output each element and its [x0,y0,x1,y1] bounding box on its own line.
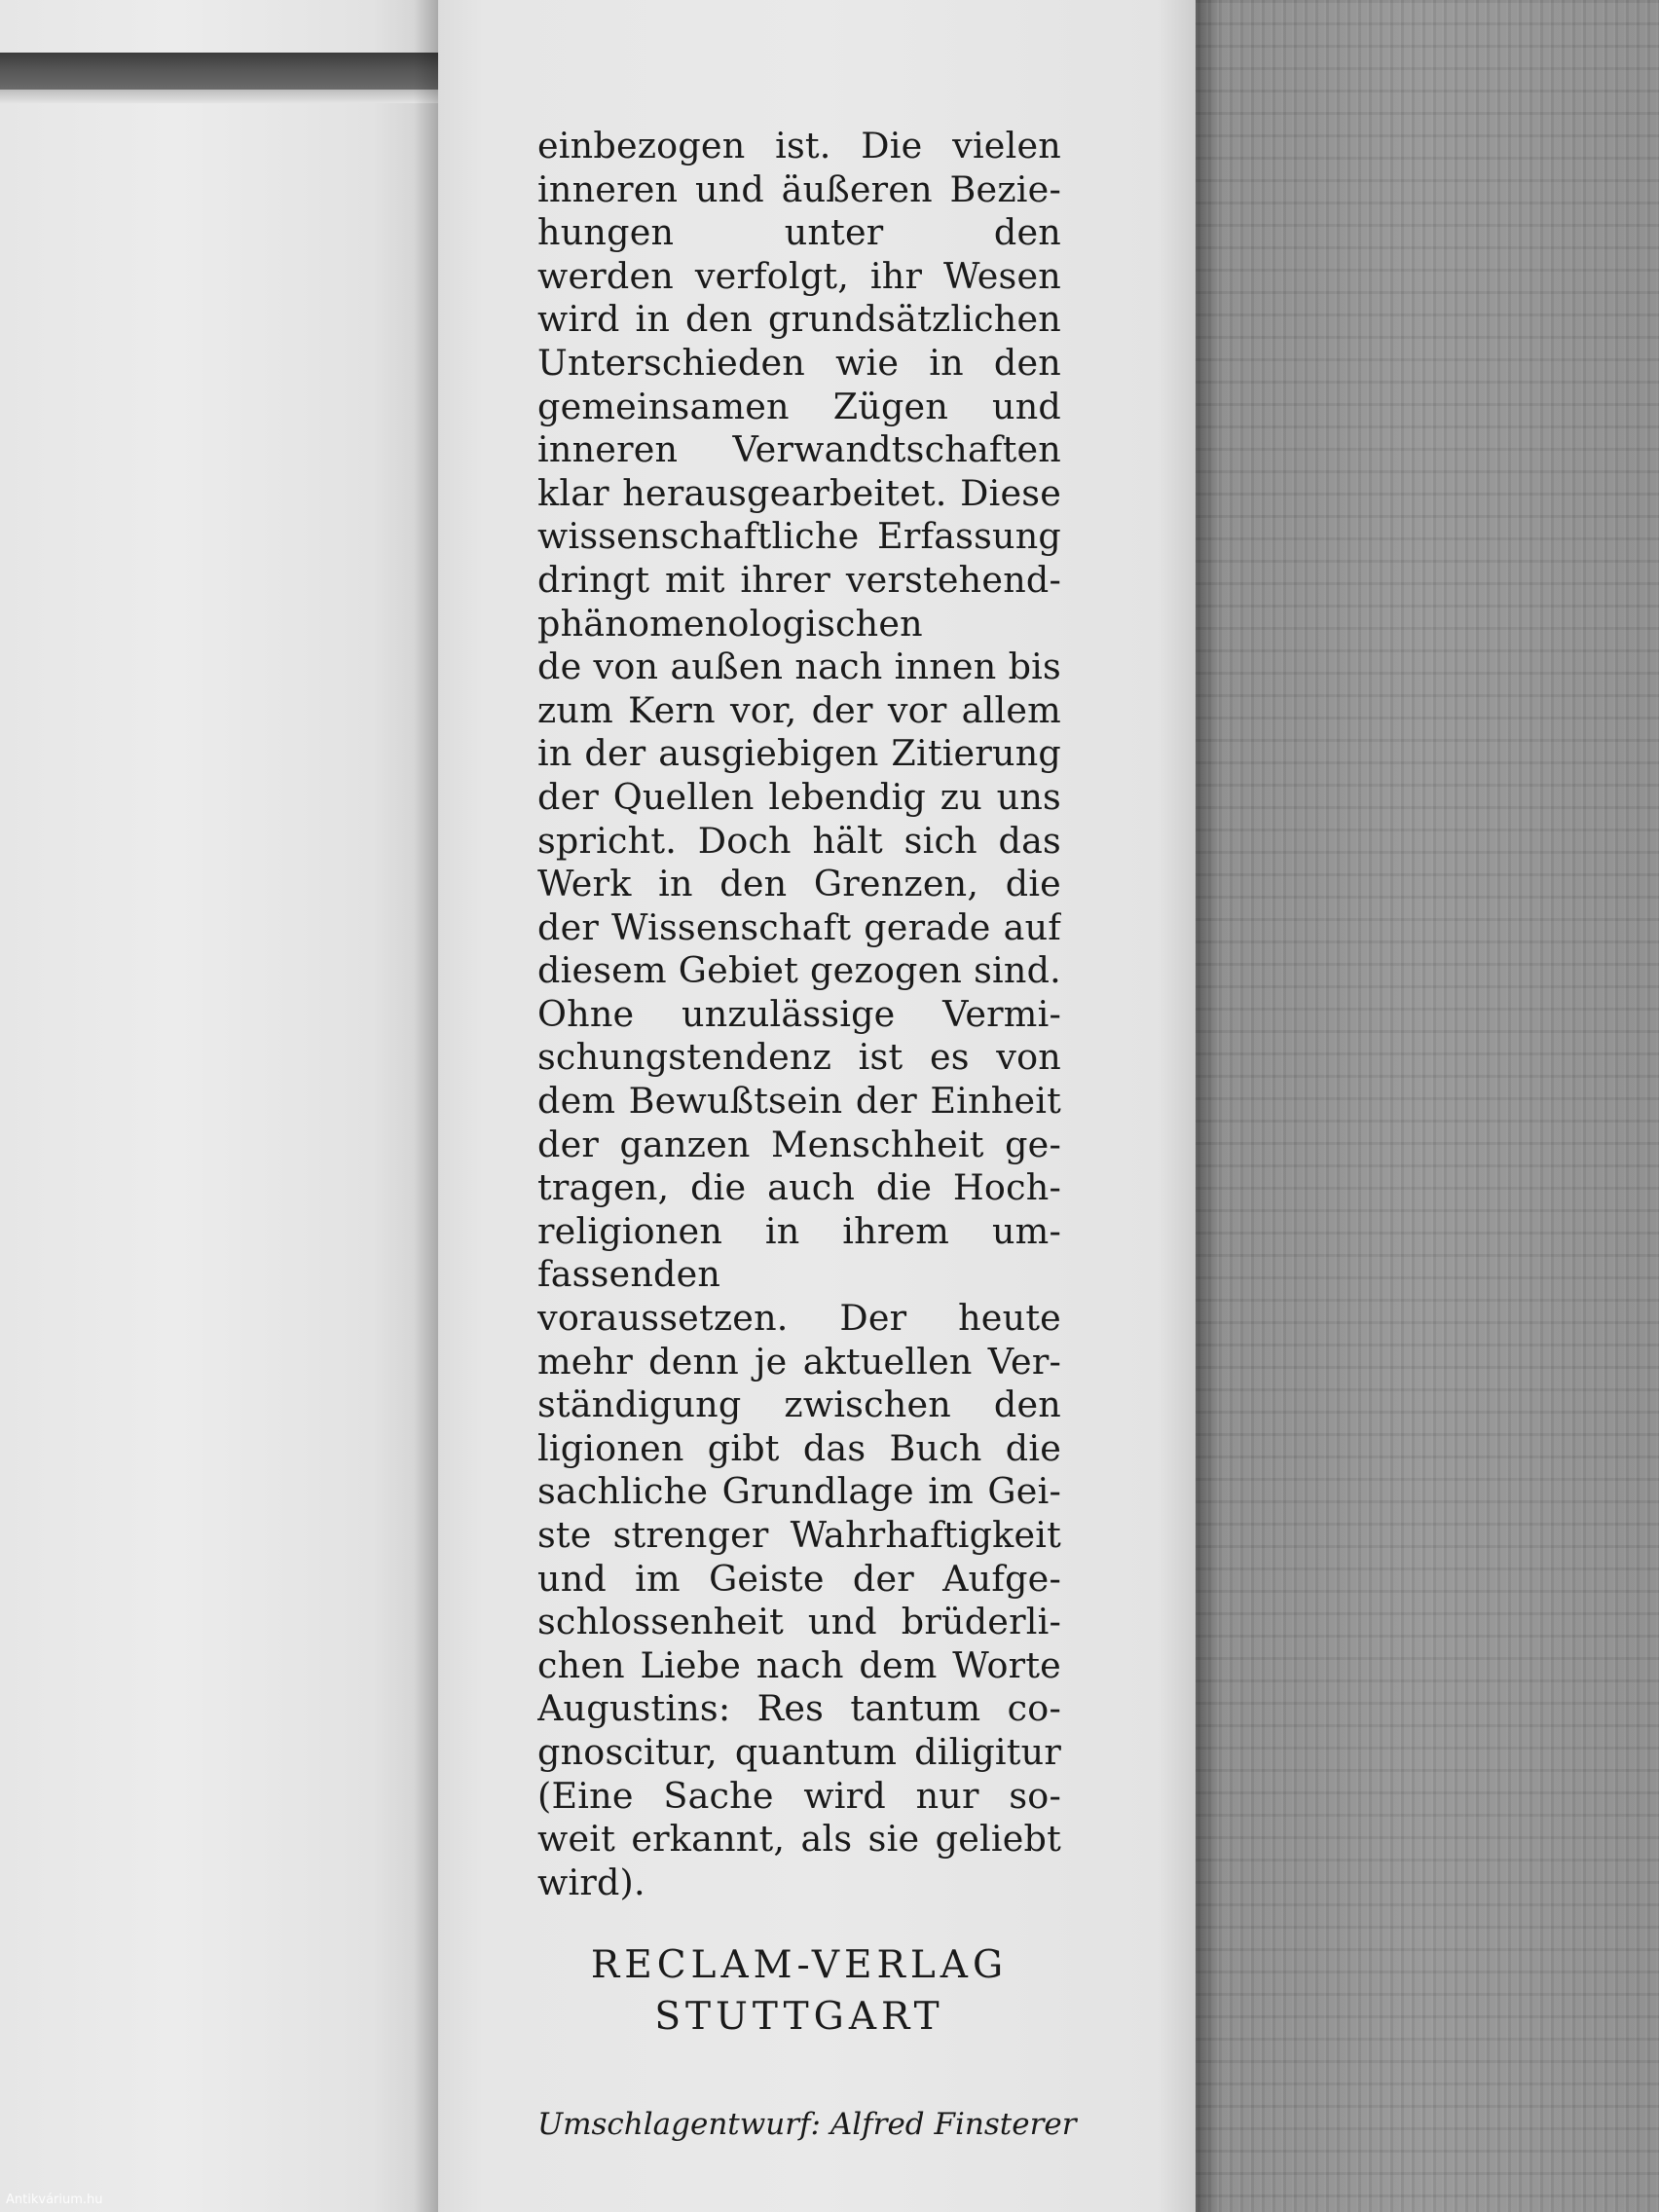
blurb-line: phänomenologischen [537,602,923,645]
site-watermark: Antikvárium.hu [6,2193,103,2207]
blurb-line: klar herausgearbeitet. Diese [537,471,1061,514]
blurb-line: chen Liebe nach dem Worte [537,1643,1061,1686]
blurb-line: hungen unter den [537,211,1061,254]
blurb-line: (Eine Sache wird nur so- [537,1774,1061,1817]
book-edge-band [0,53,438,90]
blurb-line: dem Bewußtsein der Einheit [537,1080,1061,1123]
flap-blurb-text [537,125,1061,1904]
blurb-line: der ganzen Menschheit ge- [537,1123,1061,1165]
blurb-line: mehr denn je aktuellen Ver- [537,1340,1061,1382]
blurb-line: fassenden [537,1253,721,1296]
blurb-line: Ohne unzulässige Vermi- [537,992,1061,1035]
blurb-line: schungstendenz ist es von [537,1036,1061,1079]
woodgrain-background [1196,0,1659,2212]
blurb-line: in der ausgiebigen Zitierung [537,732,1061,775]
blurb-line: wird). [537,1861,645,1903]
blurb-line: tragen, die auch die Hoch- [537,1166,1061,1209]
blurb-line: wird in den grundsätzlichen [537,298,1061,341]
blurb-line: religionen in ihrem um- [537,1209,1061,1252]
blurb-line: werden verfolgt, ihr Wesen [537,254,1061,297]
blurb-line: und im Geiste der Aufge- [537,1557,1061,1600]
blurb-line: Unterschieden wie in den [537,341,1061,384]
blurb-line: de von außen nach innen bis [537,645,1061,688]
blurb-line: inneren Verwandtschaften [537,428,1061,471]
flap-shadow [1196,0,1221,2212]
blurb-line: zum Kern vor, der vor allem [537,688,1061,731]
blurb-line: gemeinsamen Zügen und [537,385,1061,427]
blurb-line: voraussetzen. Der heute [537,1297,1061,1340]
blurb-line: weit erkannt, als sie geliebt [537,1818,1061,1861]
cover-design-credit: Umschlagentwurf: Alfred Finsterer [537,2107,1077,2142]
blurb-line: inneren und äußeren Bezie- [537,167,1061,210]
blurb-line: Augustins: Res tantum co- [537,1687,1061,1730]
blurb-line: wissenschaftliche Erfassung [537,515,1061,558]
blurb-line: der Quellen lebendig zu uns [537,775,1061,818]
publisher-name: RECLAM-VERLAG [590,1943,1009,1987]
blurb-line: dringt mit ihrer verstehend- [537,558,1061,601]
book-page-left [0,0,438,2212]
publisher-city: STUTTGART [654,1995,944,2039]
blurb-line: der Wissenschaft gerade auf [537,905,1061,948]
blurb-line: ständigung zwischen den [537,1383,1061,1426]
blurb-line: spricht. Doch hält sich das [537,819,1061,862]
blurb-line: schlossenheit und brüderli- [537,1601,1061,1643]
blurb-line: sachliche Grundlage im Gei- [537,1470,1061,1513]
blurb-line: gnoscitur, quantum diligitur [537,1730,1061,1773]
publisher-imprint [537,1939,1061,2043]
blurb-line: einbezogen ist. Die vielen [537,125,1061,166]
blurb-line: ligionen gibt das Buch die [537,1426,1061,1469]
blurb-line: ste strenger Wahrhaftigkeit [537,1514,1061,1556]
blurb-line: diesem Gebiet gezogen sind. [537,949,1061,992]
blurb-line: Werk in den Grenzen, die [537,863,1061,905]
